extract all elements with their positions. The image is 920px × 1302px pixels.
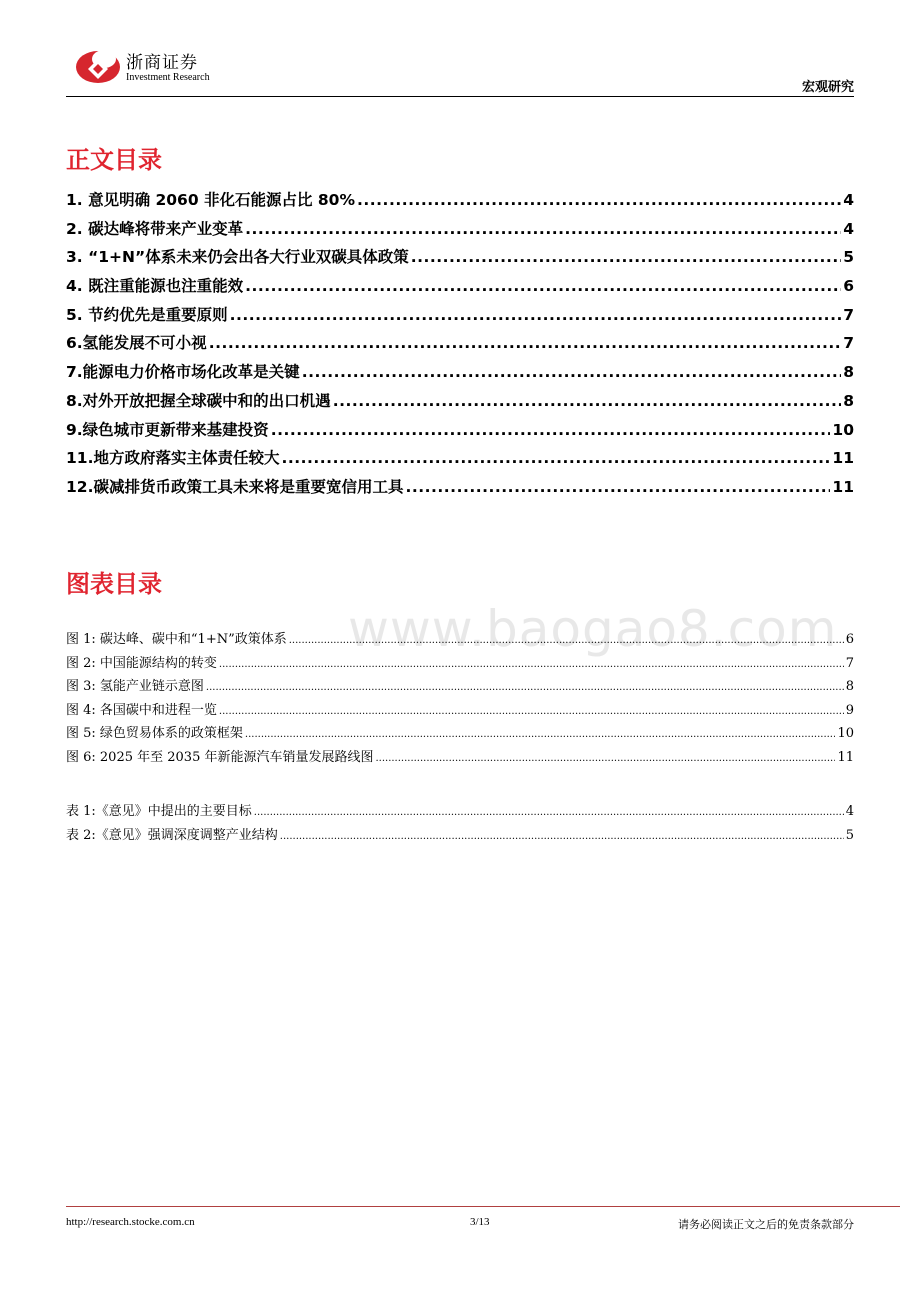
toc-figures-heading: 图表目录 [66, 570, 162, 598]
figure-entry[interactable] [66, 652, 854, 676]
figure-entry-page: 10 [837, 726, 854, 742]
logo-name-cn: 浙商证券 [126, 53, 198, 73]
figure-entry[interactable] [66, 699, 854, 723]
toc-entry-page: 6 [843, 277, 854, 296]
leader-dots [209, 334, 842, 352]
footer-divider [66, 1206, 900, 1207]
logo-name-en: Investment Research [126, 72, 210, 83]
leader-dots [411, 248, 842, 266]
leader-dots [302, 363, 842, 381]
leader-dots [254, 807, 844, 818]
figure-entry[interactable] [66, 722, 854, 746]
toc-entry[interactable] [66, 475, 854, 504]
leader-dots [245, 220, 841, 238]
figure-entry-title: 图 4: 各国碳中和进程一览 [66, 702, 217, 718]
toc-entry-page: 11 [832, 477, 854, 496]
figure-entry-page: 11 [837, 749, 854, 765]
toc-entry-page: 10 [832, 420, 854, 439]
figure-entry-page: 8 [845, 679, 854, 695]
leader-dots [281, 449, 830, 467]
toc-entry-title: 6.氢能发展不可小视 [66, 334, 207, 353]
figure-entry[interactable] [66, 746, 854, 770]
leader-dots [230, 306, 842, 324]
leader-dots [245, 277, 841, 295]
toc-entry-title: 1. 意见明确 2060 非化石能源占比 80% [66, 191, 355, 209]
footer-disclaimer: 请务必阅读正文之后的免责条款部分 [678, 1218, 854, 1231]
leader-dots [206, 682, 844, 693]
section-label: 宏观研究 [801, 80, 854, 95]
figure-entry-title: 图 5: 绿色贸易体系的政策框架 [66, 726, 243, 742]
watermark: www.baogao8.com [348, 600, 838, 658]
leader-dots [219, 706, 844, 717]
header-divider [66, 96, 854, 97]
toc-entry[interactable] [66, 418, 854, 447]
toc-entry-page: 8 [843, 363, 854, 382]
table-list [66, 800, 854, 847]
toc-entry-page: 5 [843, 248, 854, 267]
toc-entry-title: 4. 既注重能源也注重能效 [66, 277, 244, 296]
figure-entry[interactable] [66, 628, 854, 652]
table-entry-page: 5 [845, 827, 854, 843]
toc-entry-title: 2. 碳达峰将带来产业变革 [66, 219, 244, 238]
footer-url[interactable]: http://research.stocke.com.cn [66, 1216, 195, 1228]
toc-entry-page: 11 [832, 449, 854, 468]
figure-entry-title: 图 2: 中国能源结构的转变 [66, 655, 217, 671]
toc-entry[interactable] [66, 188, 854, 217]
figure-entry-title: 图 1: 碳达峰、碳中和“1+N”政策体系 [66, 632, 287, 647]
toc-entry[interactable] [66, 389, 854, 418]
leader-dots [405, 478, 830, 496]
leader-dots [219, 659, 844, 670]
leader-dots [357, 191, 841, 209]
table-entry-title: 表 2:《意见》强调深度调整产业结构 [66, 827, 278, 843]
toc-main-heading: 正文目录 [66, 146, 162, 174]
toc-entry-title: 5. 节约优先是重要原则 [66, 305, 228, 324]
logo-icon [74, 45, 122, 85]
figure-entry[interactable] [66, 675, 854, 699]
toc-entry-title: 8.对外开放把握全球碳中和的出口机遇 [66, 391, 331, 410]
toc-entry-title: 11.地方政府落实主体责任较大 [66, 449, 280, 468]
leader-dots [333, 392, 842, 410]
toc-entry-title: 3. “1+N”体系未来仍会出各大行业双碳具体政策 [66, 248, 409, 267]
toc-entry-page: 4 [843, 191, 854, 209]
table-entry[interactable] [66, 824, 854, 848]
toc-entry[interactable] [66, 331, 854, 360]
toc-entry-title: 9.绿色城市更新带来基建投资 [66, 420, 269, 439]
toc-entry[interactable] [66, 245, 854, 274]
leader-dots [271, 421, 831, 439]
toc-main-list [66, 188, 854, 504]
figure-entry-page: 9 [845, 702, 854, 718]
toc-entry-title: 12.碳减排货币政策工具未来将是重要宽信用工具 [66, 477, 404, 496]
table-entry-page: 4 [845, 804, 854, 819]
leader-dots [280, 831, 844, 842]
page-number: 3/13 [470, 1216, 490, 1228]
page-header [66, 40, 854, 98]
toc-entry[interactable] [66, 217, 854, 246]
figure-entry-title: 图 3: 氢能产业链示意图 [66, 679, 204, 695]
toc-entry-page: 7 [843, 305, 854, 324]
figure-entry-title: 图 6: 2025 年至 2035 年新能源汽车销量发展路线图 [66, 749, 374, 765]
figure-entry-page: 6 [845, 632, 854, 647]
leader-dots [245, 729, 836, 740]
toc-entry[interactable] [66, 274, 854, 303]
figure-entry-page: 7 [845, 655, 854, 671]
toc-entry-page: 7 [843, 334, 854, 353]
toc-entry-title: 7.能源电力价格市场化改革是关键 [66, 363, 300, 382]
toc-entry[interactable] [66, 360, 854, 389]
toc-entry-page: 4 [843, 219, 854, 238]
toc-entry[interactable] [66, 303, 854, 332]
figure-list [66, 628, 854, 770]
table-entry[interactable] [66, 800, 854, 824]
toc-entry[interactable] [66, 446, 854, 475]
leader-dots [289, 635, 844, 646]
toc-entry-page: 8 [843, 391, 854, 410]
leader-dots [375, 753, 835, 764]
table-entry-title: 表 1:《意见》中提出的主要目标 [66, 804, 252, 819]
